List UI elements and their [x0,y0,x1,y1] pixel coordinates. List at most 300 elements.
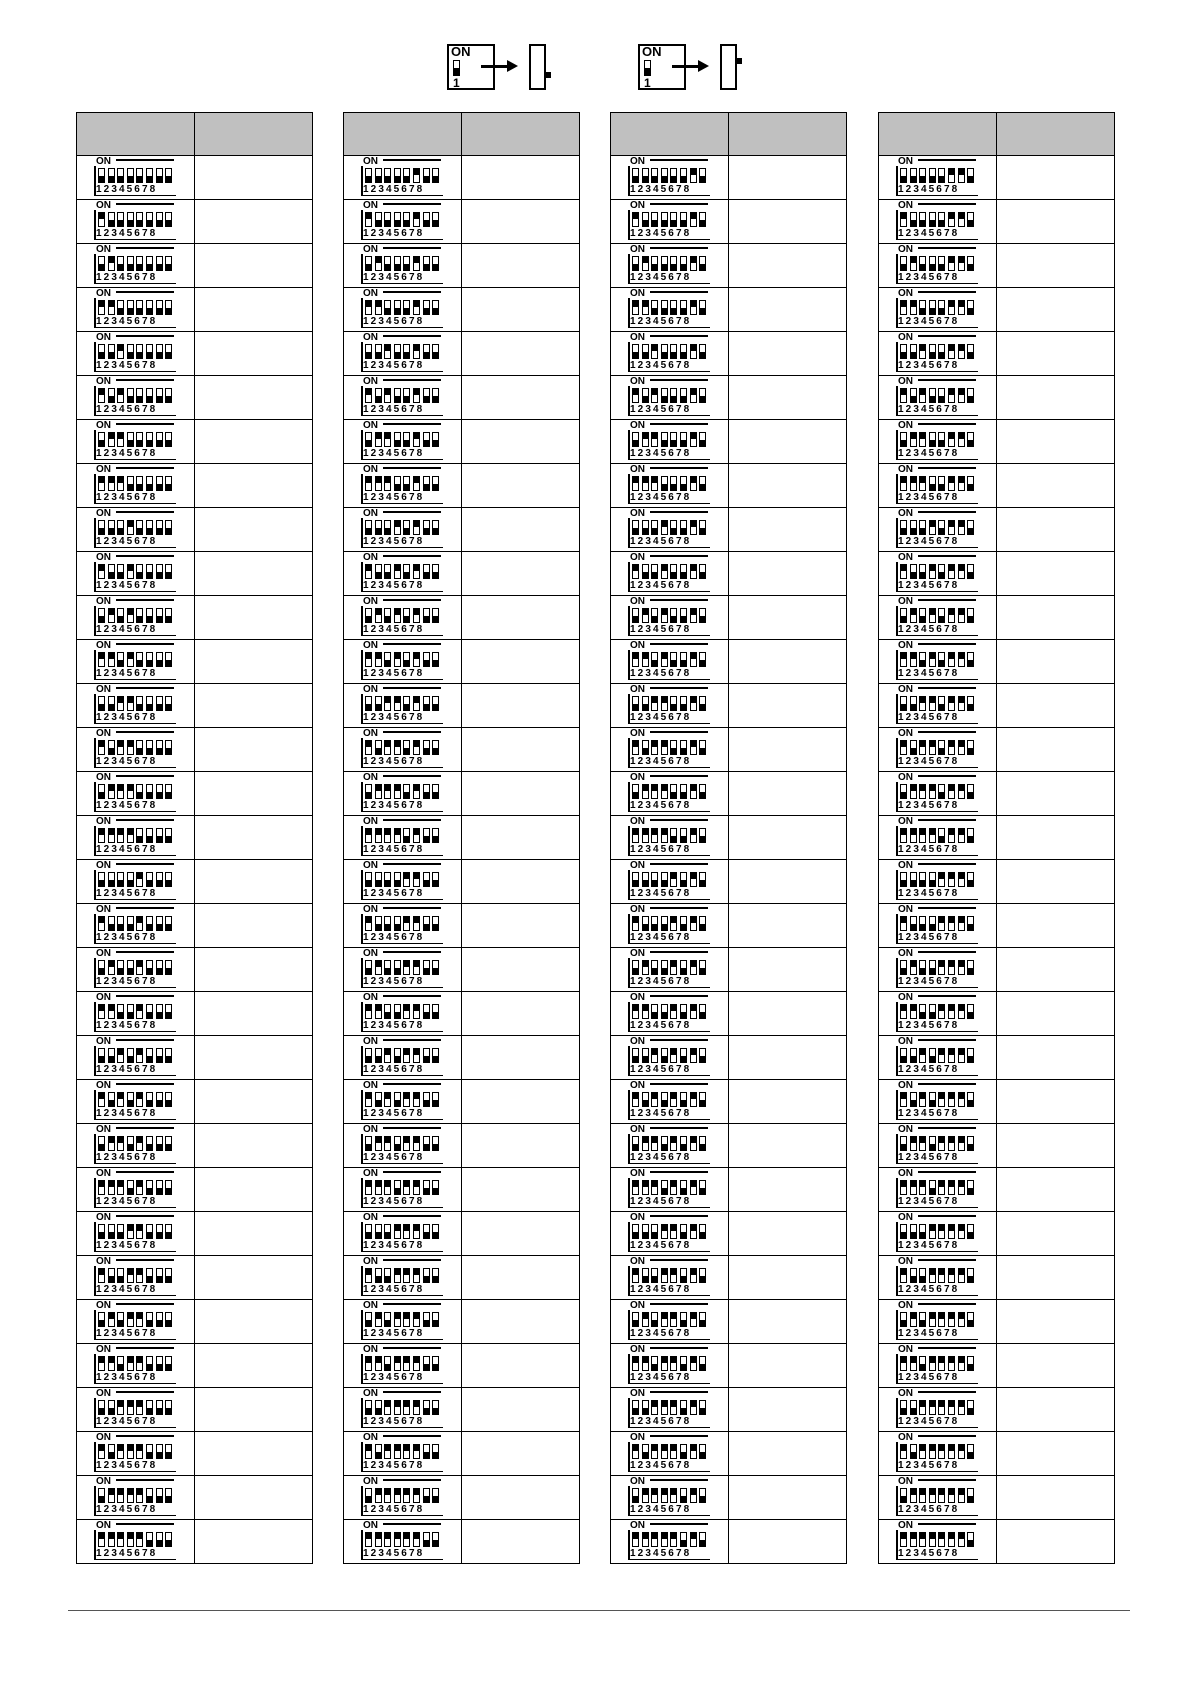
on-label: ON [363,640,378,651]
switch-numbers: 12345678 [96,1064,158,1075]
on-label: ON [898,992,913,1003]
switch-numbers: 12345678 [898,448,960,459]
dip-switch-icon [361,1390,443,1428]
on-label: ON [630,1388,645,1399]
switch-lever-6 [146,300,153,315]
switch-lever-4 [127,872,134,887]
switch-lever-6 [680,1004,687,1019]
switch-lever-1 [900,1092,907,1107]
on-label: ON [96,728,111,739]
switch-lever-3 [384,696,391,711]
switch-lever-6 [948,1048,955,1063]
value-cell [997,1212,1115,1256]
switch-lever-1 [365,564,372,579]
switch-lever-7 [156,872,163,887]
switch-cell [77,640,195,684]
switch-lever-8 [699,1268,706,1283]
on-label: ON [96,464,111,475]
switch-lever-1 [900,1356,907,1371]
switch-cell [77,728,195,772]
switch-lever-8 [432,1356,439,1371]
switch-lever-2 [642,1004,649,1019]
switch-lever-1 [632,1180,639,1195]
switch-lever-7 [958,1180,965,1195]
switch-lever-1 [900,828,907,843]
switch-cell [344,1256,462,1300]
switch-lever-1 [365,960,372,975]
on-label: ON [630,332,645,343]
switch-lever-5 [938,1312,945,1327]
switch-lever-1 [365,388,372,403]
switch-lever-6 [680,1312,687,1327]
switch-lever-4 [929,1356,936,1371]
on-label: ON [630,816,645,827]
switch-lever-3 [651,784,658,799]
switch-numbers: 12345678 [96,360,158,371]
switch-lever-5 [670,608,677,623]
switch-lever-2 [642,1312,649,1327]
dip-switch-icon [361,818,443,856]
switch-lever-3 [651,344,658,359]
switch-cell [344,200,462,244]
switch-numbers: 12345678 [630,712,692,723]
value-cell [729,1476,847,1520]
value-cell [997,376,1115,420]
switch-lever-1 [632,1004,639,1019]
switch-lever-8 [967,256,974,271]
table-row [611,1168,847,1212]
switch-lever-5 [670,1004,677,1019]
switch-lever-8 [432,1092,439,1107]
switch-lever-5 [670,960,677,975]
switch-lever-2 [108,168,115,183]
switch-lever-6 [146,1224,153,1239]
switch-numbers: 12345678 [96,1372,158,1383]
switch-lever-5 [670,652,677,667]
table-row [879,1520,1115,1564]
switch-numbers: 12345678 [630,844,692,855]
switch-lever-1 [98,1180,105,1195]
switch-lever-8 [432,388,439,403]
switch-lever-4 [394,1488,401,1503]
dip-switch-icon [628,1038,710,1076]
dip-switch-icon [361,202,443,240]
on-label: ON [898,1476,913,1487]
switch-lever-4 [661,1400,668,1415]
switch-lever-5 [670,432,677,447]
switch-lever-2 [642,916,649,931]
switch-lever-5 [670,916,677,931]
switch-cell [77,508,195,552]
value-cell [729,244,847,288]
switch-numbers: 12345678 [363,976,425,987]
legend-switch-to-resistor-b [638,42,748,94]
table-row [344,684,580,728]
switch-lever-7 [690,564,697,579]
switch-lever-7 [690,388,697,403]
switch-lever-4 [127,828,134,843]
dip-switch-icon [361,1170,443,1208]
switch-lever-8 [699,212,706,227]
dip-switch-icon [896,246,978,284]
switch-lever-1 [632,300,639,315]
switch-lever-3 [919,1268,926,1283]
switch-lever-7 [423,828,430,843]
switch-cell [344,508,462,552]
switch-lever-3 [117,1224,124,1239]
switch-lever-5 [403,1400,410,1415]
switch-lever-4 [661,1356,668,1371]
switch-cell [344,596,462,640]
switch-lever-5 [136,1312,143,1327]
switch-lever-1 [900,784,907,799]
value-cell [195,948,313,992]
switch-lever-4 [661,1268,668,1283]
switch-lever-6 [413,1180,420,1195]
switch-lever-3 [384,1312,391,1327]
on-label: ON [630,772,645,783]
dip-switch-icon [628,202,710,240]
switch-lever-8 [967,300,974,315]
switch-lever-3 [919,1092,926,1107]
switch-lever-6 [413,916,420,931]
dip-switch-icon [896,554,978,592]
on-label: ON [898,640,913,651]
switch-lever-2 [910,388,917,403]
table-row [879,816,1115,860]
on-label: ON [630,464,645,475]
switch-numbers: 12345678 [363,492,425,503]
switch-lever-4 [929,1268,936,1283]
switch-numbers: 12345678 [898,1196,960,1207]
switch-lever-3 [919,1136,926,1151]
table-row [344,1080,580,1124]
switch-lever-8 [699,564,706,579]
switch-lever-5 [670,872,677,887]
table-row [879,376,1115,420]
switch-lever-7 [156,1312,163,1327]
on-label: ON [630,552,645,563]
switch-cell [611,1256,729,1300]
switch-lever-6 [413,696,420,711]
switch-cell [611,1036,729,1080]
dip-switch-icon [896,1434,978,1472]
switch-lever-6 [146,1444,153,1459]
switch-lever-1 [632,1048,639,1063]
on-label: ON [363,1344,378,1355]
switch-lever-1 [365,740,372,755]
switch-lever-7 [690,520,697,535]
value-cell [462,948,580,992]
switch-lever-4 [929,916,936,931]
switch-lever-8 [967,1444,974,1459]
switch-lever-4 [127,608,134,623]
on-label: ON [898,156,913,167]
switch-lever-3 [651,608,658,623]
switch-cell [344,1520,462,1564]
switch-lever-5 [403,1488,410,1503]
switch-lever-1 [365,1268,372,1283]
switch-lever-4 [127,1048,134,1063]
table-row [77,1256,313,1300]
switch-numbers: 12345678 [630,1548,692,1559]
switch-numbers: 12345678 [898,1416,960,1427]
dip-switch-icon [94,1170,176,1208]
switch-lever-8 [432,476,439,491]
switch-numbers: 12345678 [363,1372,425,1383]
one-label: 1 [453,76,460,90]
switch-lever-2 [375,168,382,183]
switch-lever-3 [384,212,391,227]
switch-lever-2 [375,608,382,623]
value-cell [997,816,1115,860]
switch-lever-7 [958,916,965,931]
switch-lever-8 [165,256,172,271]
switch-numbers: 12345678 [363,448,425,459]
switch-lever-1 [900,608,907,623]
on-label: ON [96,860,111,871]
value-cell [997,464,1115,508]
table-row [344,816,580,860]
switch-lever-2 [910,476,917,491]
value-cell [195,156,313,200]
dip-switch-icon [94,334,176,372]
legend [0,42,1190,94]
table-row [611,244,847,288]
dip-switch-icon [94,246,176,284]
on-label: ON [630,992,645,1003]
switch-numbers: 12345678 [898,756,960,767]
switch-lever-4 [127,1004,134,1019]
switch-cell [611,684,729,728]
on-label: ON [96,904,111,915]
switch-lever-1 [365,1312,372,1327]
table-row [77,288,313,332]
switch-lever-8 [699,388,706,403]
dip-switch-icon [94,554,176,592]
switch-lever-2 [910,608,917,623]
switch-lever-6 [680,1136,687,1151]
switch-lever-2 [642,1488,649,1503]
on-label: ON [898,596,913,607]
switch-lever-5 [938,1004,945,1019]
switch-cell [879,1036,997,1080]
switch-lever-8 [165,344,172,359]
table-row [344,1432,580,1476]
table-row [879,288,1115,332]
switch-lever-6 [413,1444,420,1459]
dip-switch-icon [896,202,978,240]
switch-lever-2 [910,1444,917,1459]
switch-numbers: 12345678 [898,932,960,943]
switch-lever-4 [929,432,936,447]
switch-lever-7 [423,256,430,271]
switch-lever-1 [632,608,639,623]
value-cell [729,1388,847,1432]
switch-lever-6 [680,168,687,183]
switch-lever-4 [661,388,668,403]
switch-lever-5 [136,872,143,887]
switch-lever-2 [910,256,917,271]
switch-cell [77,552,195,596]
on-label: ON [898,1344,913,1355]
value-cell [997,904,1115,948]
switch-numbers: 12345678 [898,404,960,415]
switch-lever-8 [699,300,706,315]
switch-lever-3 [651,652,658,667]
table-row [77,200,313,244]
switch-numbers: 12345678 [898,360,960,371]
switch-lever-5 [938,1444,945,1459]
switch-lever-8 [967,828,974,843]
switch-lever-1 [98,520,105,535]
switch-lever-5 [136,432,143,447]
dip-switch-icon [94,598,176,636]
switch-lever-6 [948,652,955,667]
switch-cell [77,904,195,948]
switch-lever-6 [413,476,420,491]
value-cell [195,904,313,948]
on-label: ON [898,1080,913,1091]
switch-lever-4 [394,696,401,711]
on-label: ON [363,1520,378,1531]
value-cell [997,420,1115,464]
switch-lever-7 [423,1048,430,1063]
switch-lever-7 [156,564,163,579]
switch-lever-5 [938,740,945,755]
switch-lever-5 [136,828,143,843]
table-row [611,596,847,640]
switch-lever-8 [699,1488,706,1503]
dip-switch-icon [896,906,978,944]
resistor-icon [720,44,737,90]
value-cell [462,684,580,728]
switch-lever-3 [919,740,926,755]
dip-switch-icon [896,686,978,724]
switch-numbers: 12345678 [96,1020,158,1031]
on-label: ON [96,1300,111,1311]
switch-cell [879,1124,997,1168]
switch-cell [879,464,997,508]
switch-lever-3 [384,960,391,975]
table-row [344,508,580,552]
switch-lever-2 [375,300,382,315]
switch-numbers: 12345678 [630,536,692,547]
switch-lever-4 [394,1180,401,1195]
switch-lever-5 [136,212,143,227]
switch-lever-5 [670,1444,677,1459]
value-cell [729,948,847,992]
switch-lever-7 [958,212,965,227]
switch-lever-4 [929,476,936,491]
value-cell [997,860,1115,904]
switch-lever-3 [651,1268,658,1283]
value-cell [462,1344,580,1388]
switch-cell [611,860,729,904]
switch-lever-5 [403,1532,410,1547]
switch-cell [344,1432,462,1476]
switch-lever-3 [384,1136,391,1151]
switch-lever-7 [156,784,163,799]
on-label: ON [630,1344,645,1355]
switch-lever-1 [900,168,907,183]
dip-switch-icon [94,950,176,988]
switch-numbers: 12345678 [363,1460,425,1471]
switch-lever-2 [642,1444,649,1459]
switch-cell [611,1344,729,1388]
table-row [77,596,313,640]
switch-numbers: 12345678 [96,1328,158,1339]
switch-lever-7 [156,168,163,183]
switch-lever-3 [651,168,658,183]
table-row [879,1212,1115,1256]
switch-lever-2 [375,1004,382,1019]
value-cell [195,1168,313,1212]
switch-lever-2 [108,300,115,315]
value-cell [997,596,1115,640]
dip-switch-icon [896,378,978,416]
switch-lever-6 [146,872,153,887]
switch-cell [344,1212,462,1256]
switch-lever-3 [117,476,124,491]
dip-switch-icon [361,950,443,988]
dip-switch-icon [628,862,710,900]
switch-numbers: 12345678 [898,1064,960,1075]
switch-lever-6 [146,476,153,491]
switch-lever-3 [384,344,391,359]
switch-numbers: 12345678 [96,624,158,635]
switch-lever-6 [680,784,687,799]
switch-numbers: 12345678 [630,228,692,239]
table-row [611,640,847,684]
switch-lever-2 [910,872,917,887]
switch-lever-6 [413,1356,420,1371]
switch-lever-1 [900,344,907,359]
switch-numbers: 12345678 [96,1460,158,1471]
on-label: ON [898,288,913,299]
switch-lever-8 [165,1488,172,1503]
dip-switch-icon [628,466,710,504]
switch-lever-2 [108,212,115,227]
switch-lever-3 [117,344,124,359]
switch-lever-8 [165,784,172,799]
dip-switch-icon [628,1390,710,1428]
switch-lever-7 [423,916,430,931]
switch-lever-1 [365,1532,372,1547]
switch-lever-1 [365,520,372,535]
switch-numbers: 12345678 [363,272,425,283]
switch-cell [344,1036,462,1080]
switch-lever-3 [384,1488,391,1503]
switch-lever-3 [384,1532,391,1547]
table-row [879,1036,1115,1080]
switch-lever-6 [680,1532,687,1547]
on-label: ON [630,1256,645,1267]
switch-lever-8 [699,476,706,491]
switch-lever-8 [165,520,172,535]
switch-numbers: 12345678 [96,976,158,987]
table-row [77,1124,313,1168]
switch-numbers: 12345678 [363,316,425,327]
on-label: ON [363,596,378,607]
on-label: ON [363,1080,378,1091]
switch-lever-3 [384,828,391,843]
table-row [879,860,1115,904]
switch-lever-3 [117,652,124,667]
switch-lever-7 [958,1532,965,1547]
switch-cell [77,860,195,904]
switch-lever-1 [632,1312,639,1327]
